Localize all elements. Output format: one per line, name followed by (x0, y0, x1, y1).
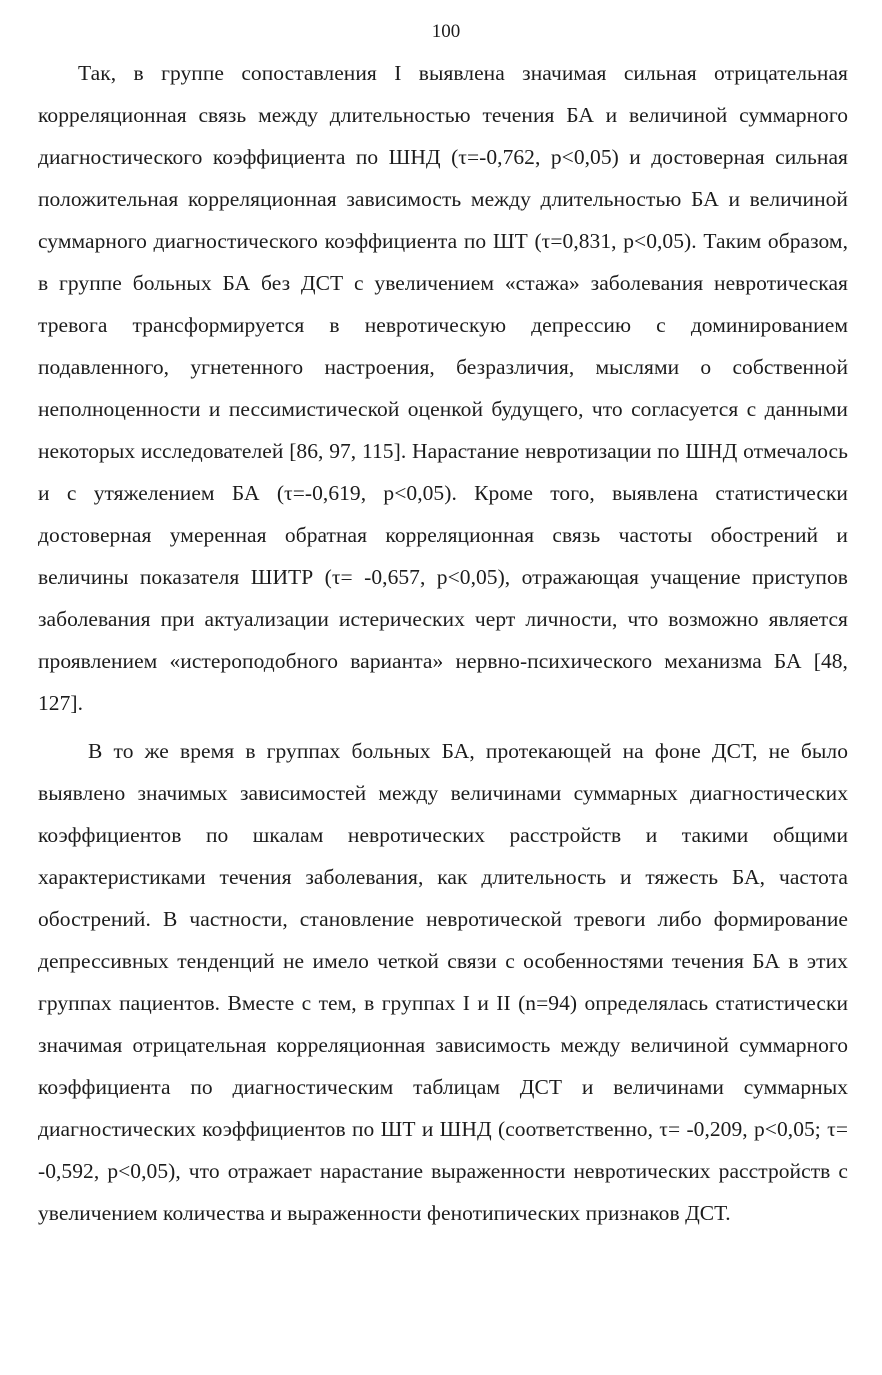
page-number: 100 (431, 21, 461, 42)
paragraph-2: В то же время в группах больных БА, протекающей на фоне ДСТ, не было выявлено значимых зависимостей между величинами суммарных диагностических коэффициентов по шкалам невротических расстройств и такими общими характеристиками течения заболевания, как длительность и тяжесть БА, частота обострений. В частности, становление невротической тревоги либо формирование депрессивных тенденций не имело четкой связи с особенностями течения БА в этих группах пациентов. Вместе с тем, в группах I и II (n=94) определялась статистически значимая отрицательная корреляционная зависимость между величиной суммарного коэффициента по диагностическим таблицам ДСТ и величинами суммарных диагностических коэффициентов по ШТ и ШНД (соответственно, τ= -0,209, p<0,05; τ= -0,592, p<0,05), что отражает нарастание выраженности невротических расстройств с увеличением количества и выраженности фенотипических признаков ДСТ. (38, 739, 848, 1225)
document-page (38, 18, 848, 1234)
paragraph-1: Так, в группе сопоставления I выявлена значимая сильная отрицательная корреляционная связь между длительностью течения БА и величиной суммарного диагностического коэффициента по ШНД (τ=-0,762, p<0,05) и достоверная сильная положительная корреляционная зависимость между длительностью БА и величиной суммарного диагностического коэффициента по ШТ (τ=0,831, p<0,05). Таким образом, в группе больных БА без ДСТ с увеличением «стажа» заболевания невротическая тревога трансформируется в невротическую депрессию с доминированием подавленного, угнетенного настроения, безразличия, мыслями о собственной неполноценности и пессимистической оценкой будущего, что согласуется с данными некоторых исследователей [86, 97, 115]. Нарастание невротизации по ШНД отмечалось и с утяжелением БА (τ=-0,619, p<0,05). Кроме того, выявлена статистически достоверная умеренная обратная корреляционная связь частоты обострений и величины показателя ШИТР (τ= -0,657, p<0,05), отражающая учащение приступов заболевания при актуализации истерических черт личности, что возможно является проявлением «истероподобного варианта» нервно-психического механизма БА [48, 127]. (38, 61, 848, 715)
